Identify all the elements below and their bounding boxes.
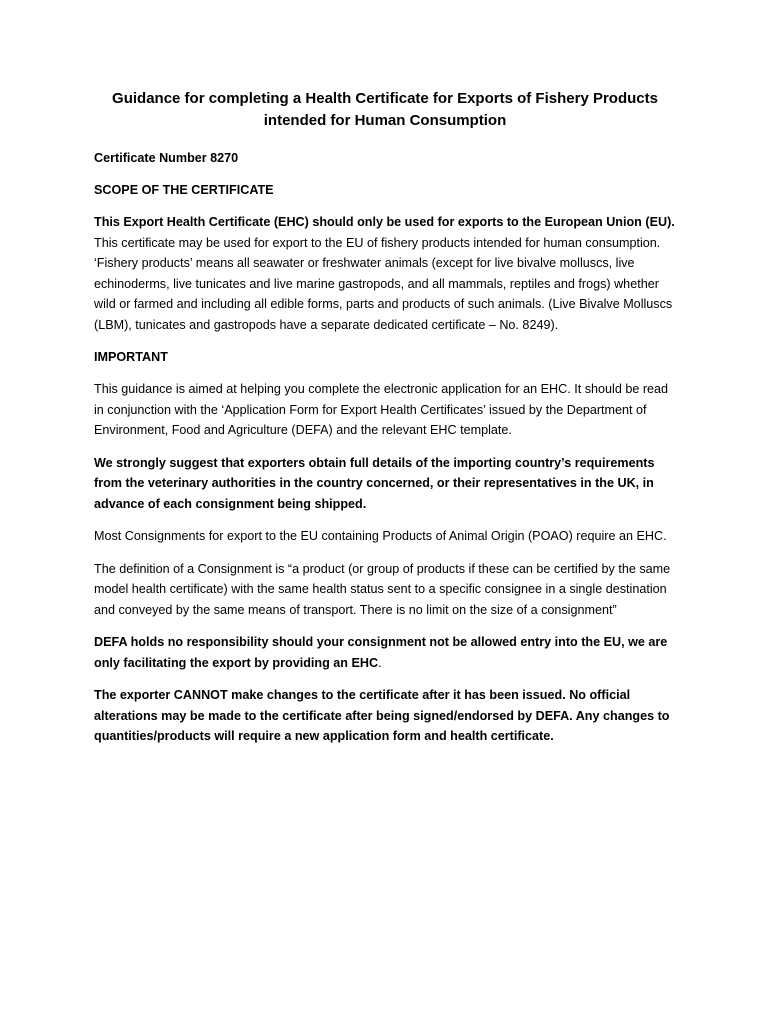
title-line-2: intended for Human Consumption (263, 112, 507, 129)
scope-body-text: This certificate may be used for export to the EU of fishery products intended for human consumption. ‘Fishery products’ means all seawater or freshwater animals (except for live bivalve molluscs, live echinoderms, live tunicates and live marine gastropods, and all mammals, reptiles and frogs) whether wild or farmed and including all edible forms, parts and products of such animals. (Live Bivalve Molluscs (LBM), tunicates and gastropods have a separate dedicated certificate – No. 8249). (94, 235, 673, 332)
certificate-number: Certificate Number 8270 (94, 151, 239, 165)
title-line-1: Guidance for completing a Health Certificate for Exports of Fishery Products (112, 90, 658, 107)
suggestion-paragraph: We strongly suggest that exporters obtain full details of the importing country’s requirements from the veterinary authorities in the country concerned, or their representatives in the UK, in advance of each consignment being shipped. (94, 455, 655, 511)
responsibility-end-text: . (378, 655, 382, 670)
important-heading: IMPORTANT (94, 350, 168, 364)
scope-paragraph (94, 212, 676, 335)
important-paragraph: This guidance is aimed at helping you complete the electronic application for an EHC. It should be read in conjunction with the ‘Application Form for Export Health Certificates’ issued by the Department of Environment, Food and Agriculture (DEFA) and the relevant EHC template. (94, 382, 669, 437)
definition-paragraph: The definition of a Consignment is “a product (or group of products if these can be certified by the same model health certificate) with the same health status sent to a specific consignee in a single destination and conveyed by the same means of transport. There is no limit on the size of a consignment” (94, 561, 671, 617)
responsibility-bold-text: DEFA holds no responsibility should your consignment not be allowed entry into the EU, we are only facilitating the export by providing an EHC (94, 635, 668, 670)
changes-paragraph: The exporter CANNOT make changes to the certificate after it has been issued. No official alterations may be made to the certificate after being signed/endorsed by DEFA. Any changes to quantities/products will require a new application form and health certificate. (94, 688, 670, 743)
consignments-paragraph: Most Consignments for export to the EU containing Products of Animal Origin (POAO) require an EHC. (94, 529, 667, 543)
scope-bold-text: This Export Health Certificate (EHC) should only be used for exports to the European Union (EU). (94, 215, 675, 229)
document-title (84, 88, 686, 132)
responsibility-paragraph (94, 632, 676, 673)
scope-heading: SCOPE OF THE CERTIFICATE (94, 183, 274, 197)
